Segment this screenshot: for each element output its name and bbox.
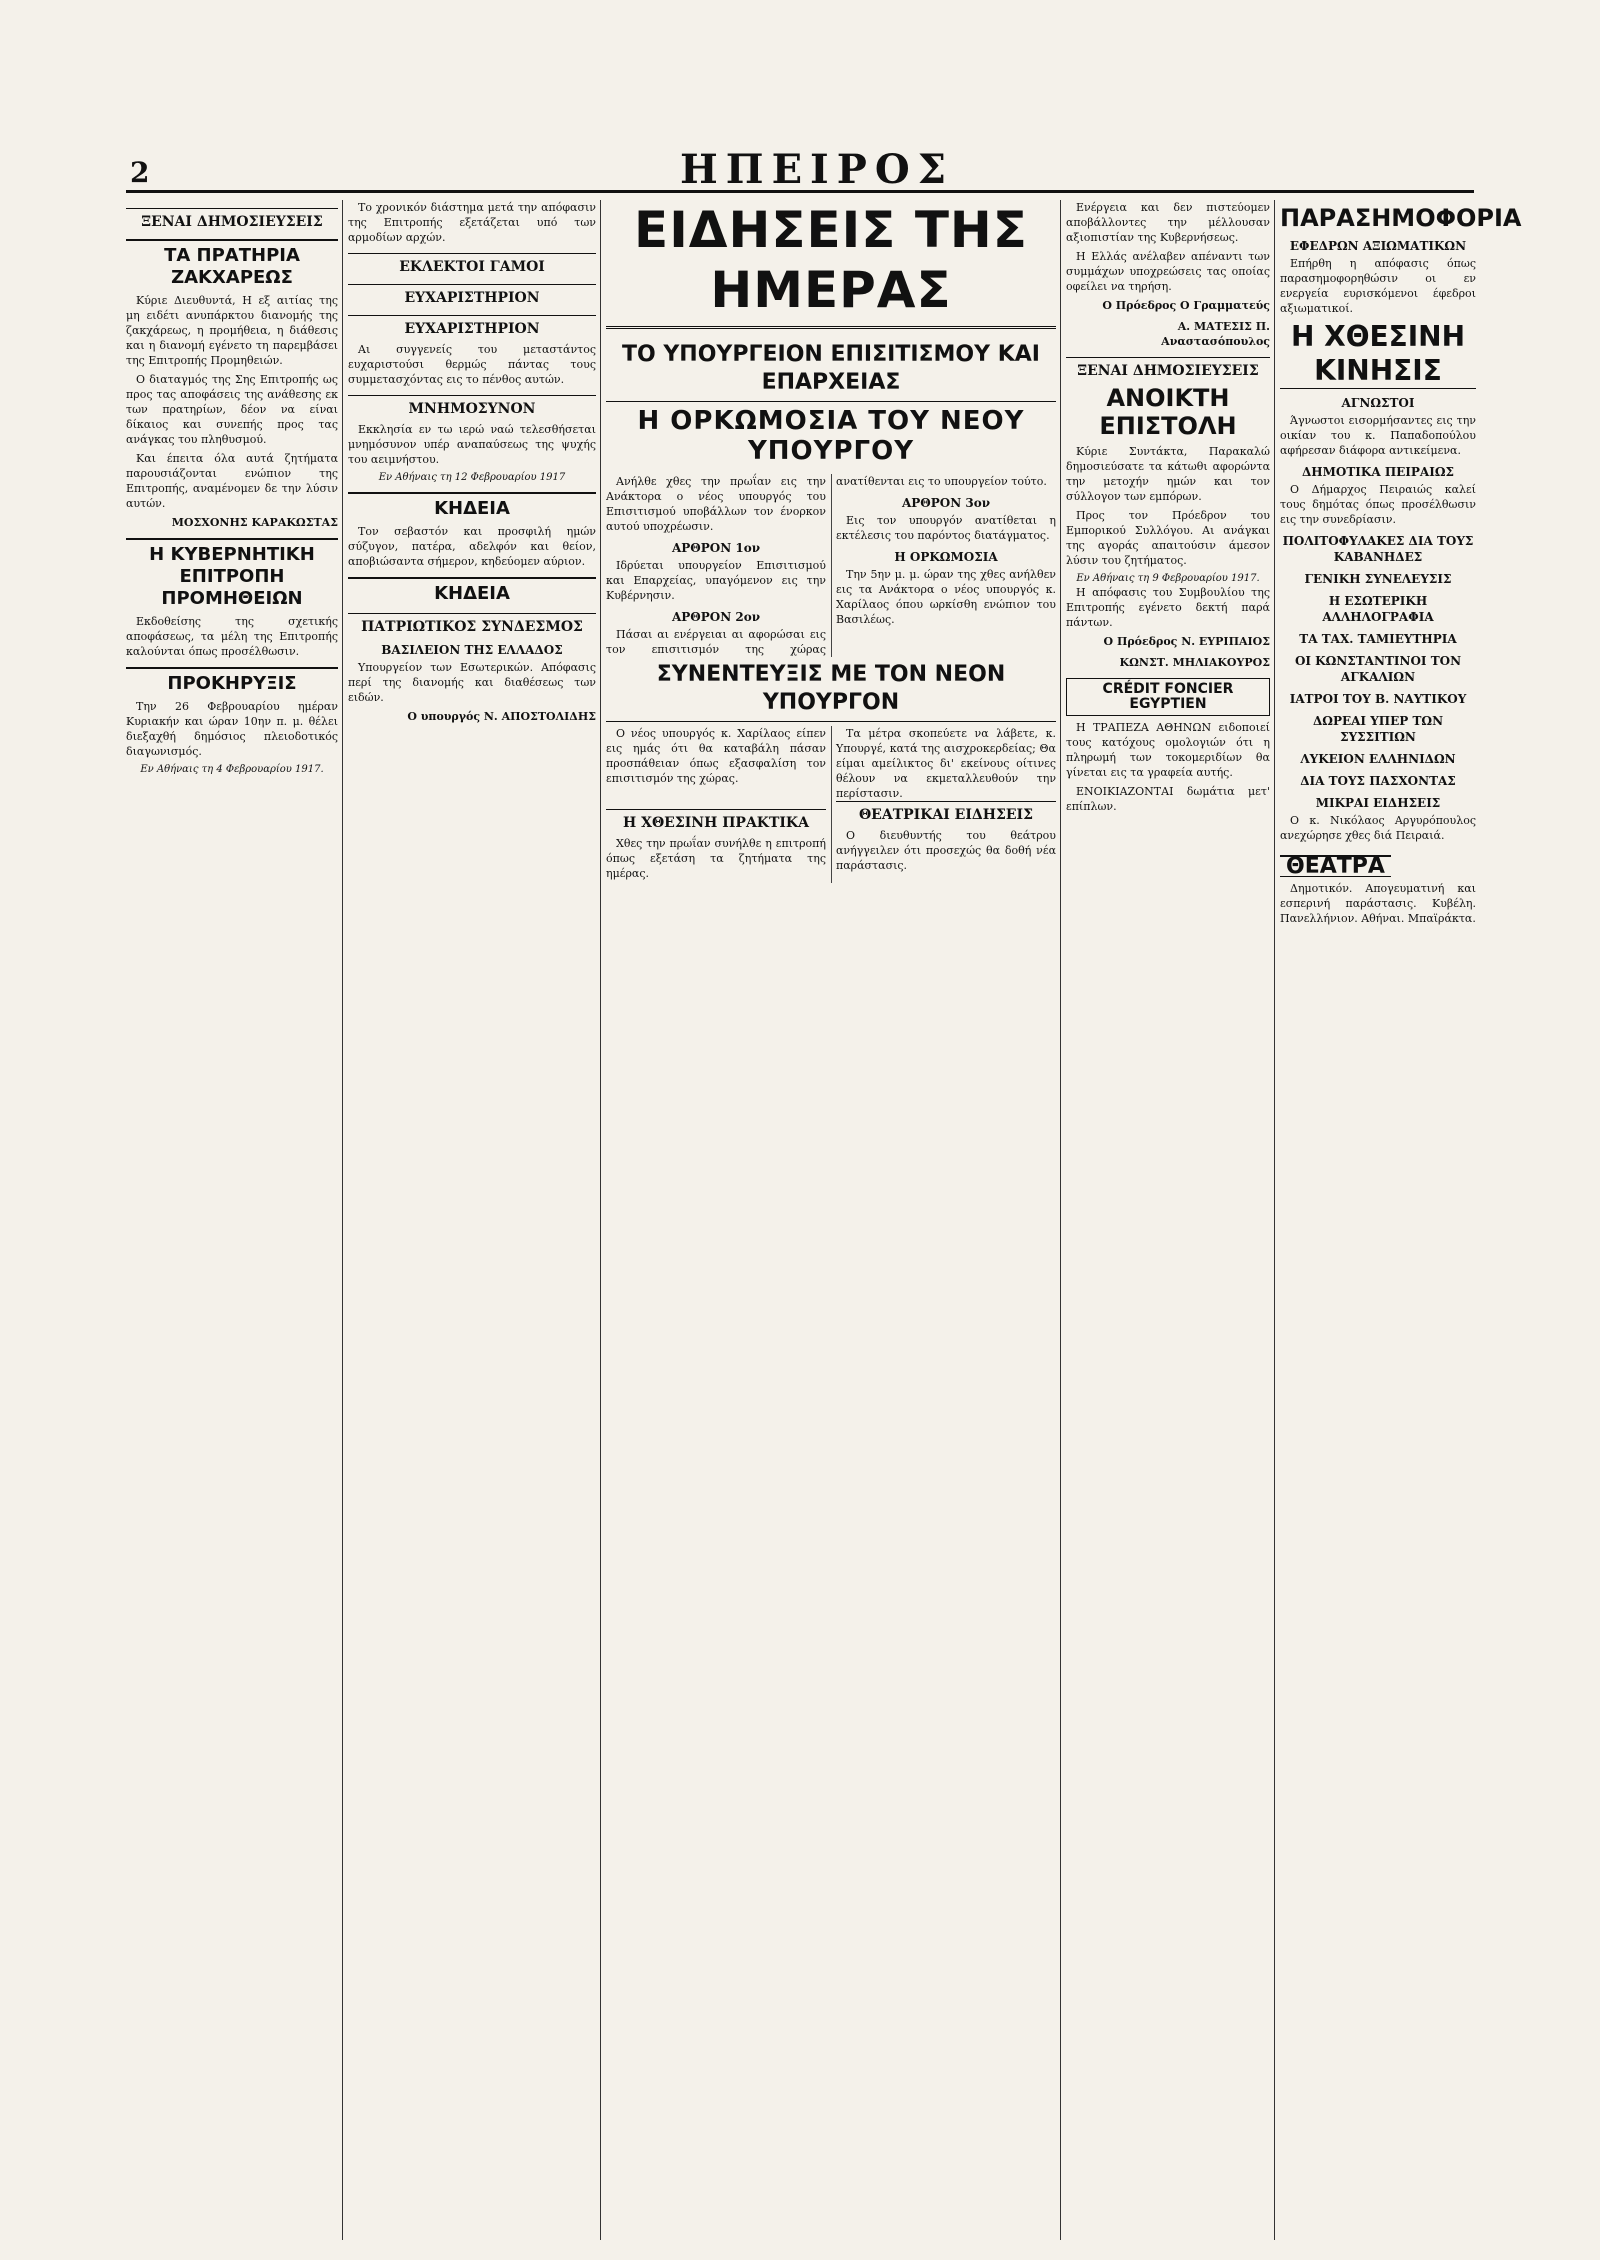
article-title: Η ΧΘΕΣΙΝΗ ΠΡΑΚΤΙΚΑ xyxy=(606,809,826,832)
article-title: ΠΡΟΚΗΡΥΞΙΣ xyxy=(126,667,338,695)
news-item-heading: ΜΙΚΡΑΙ ΕΙΔΗΣΕΙΣ xyxy=(1315,796,1441,810)
article-paragraph: Κύριε Συντάκτα, Παρακαλώ δημοσιεύσατε τα κάτωθι αφορώντα την μετοχήν ημών και τον σύλλογον των εμπόρων. xyxy=(1066,445,1270,503)
column-rule xyxy=(1274,200,1275,2240)
article-title: ΠΑΡΑΣΗΜΟΦΟΡΙΑ xyxy=(1280,204,1522,232)
article-paragraph: Ιδρύεται υπουργείον Επισιτισμού και Επαρχείας, υπαγόμενον εις την Κυβέρνησιν. xyxy=(606,559,826,602)
article-title: ΘΕΑΤΡΙΚΑΙ ΕΙΔΗΣΕΙΣ xyxy=(836,801,1056,824)
article-paragraph: Επήρθη η απόφασις όπως παρασημοφορηθώσιν οι εν ενεργεία ευρισκόμενοι έφεδροι αξιωματικοί. xyxy=(1280,257,1476,315)
news-item-heading: ΑΓΝΩΣΤΟΙ xyxy=(1341,396,1415,410)
article-body xyxy=(606,726,1056,801)
news-item-heading: ΔΩΡΕΑΙ ΥΠΕΡ ΤΩΝ ΣΥΣΣΙΤΙΩΝ xyxy=(1312,714,1444,744)
article-paragraph: Τα μέτρα σκοπεύετε να λάβετε, κ. Υπουργέ, κατά της αισχροκερδείας; Θα είμαι αμείλικτος δι' εκείνους οίτινες θέλουν να εκμεταλλευθούν την περίστασιν. xyxy=(836,727,1056,800)
article-paragraph: Ο νέος υπουργός κ. Χαρίλαος είπεν εις ημάς ότι θα καταβάλη πάσαν προσπάθειαν όπως εξασφαλίση τον επισιτισμόν της χώρας. xyxy=(606,727,826,785)
column-rule xyxy=(600,200,601,2240)
article-date: Εν Αθήναις τη 12 Φεβρουαρίου 1917 xyxy=(378,472,566,483)
article-paragraph: Ο Δήμαρχος Πειραιώς καλεί τους δημότας όπως προσέλθωσιν εις την συνεδρίασιν. xyxy=(1280,483,1476,526)
article-title: ΑΝΟΙΚΤΗ ΕΠΙΣΤΟΛΗ xyxy=(1099,384,1237,440)
article-paragraph: Προς τον Πρόεδρον του Εμπορικού Συλλόγου. Αι ανάγκαι της αγοράς απαιτούσιν άμεσον λύσιν του ζητήματος. xyxy=(1066,509,1270,567)
article-date: Εν Αθήναις τη 4 Φεβρουαρίου 1917. xyxy=(140,764,324,775)
article-subtitle: ΕΦΕΔΡΩΝ ΑΞΙΩΜΑΤΙΚΩΝ xyxy=(1289,239,1467,253)
theatre-heading: ΘΕΑΤΡΑ xyxy=(1280,855,1391,877)
news-item-heading: ΓΕΝΙΚΗ ΣΥΝΕΛΕΥΣΙΣ xyxy=(1304,572,1452,586)
article-paragraph: Άγνωστοι εισορμήσαντες εις την οικίαν του κ. Παπαδοπούλου αφήρεσαν διάφορα αντικείμενα. xyxy=(1280,414,1476,457)
article-signature: ΚΩΝΣΤ. ΜΗΛΙΑΚΟΥΡΟΣ xyxy=(1119,656,1270,669)
notice-heading: ΚΗΔΕΙΑ xyxy=(348,577,596,605)
article-subheading: Η ΟΡΚΩΜΟΣΙΑ xyxy=(894,550,998,564)
column-1 xyxy=(126,200,338,2240)
article-paragraph: Την 26 Φεβρουαρίου ημέραν Κυριακήν και ώραν 10ην π. μ. θέλει διεξαχθή δημόσιος πλειοδοτικός διαγωνισμός. xyxy=(126,700,338,758)
notice-heading: ΕΚΛΕΚΤΟΙ ΓΑΜΟΙ xyxy=(348,253,596,276)
news-item-heading: ΔΗΜΟΤΙΚΑ ΠΕΙΡΑΙΩΣ xyxy=(1301,465,1455,479)
article-paragraph: Ενέργεια και δεν πιστεύομεν αποβάλλοντες την μέλλουσαν αξιοπιστίαν της Κυβερνήσεως. xyxy=(1066,201,1270,244)
section-title-part: ΚΙΝΗΣΙΣ xyxy=(1314,354,1442,387)
article-paragraph: Και έπειτα όλα αυτά ζητήματα παρουσιάζονται ενώπιον της Επιτροπής, αναμένομεν δε την λύσιν αυτών. xyxy=(126,452,338,510)
notice-heading: ΕΥΧΑΡΙΣΤΗΡΙΟΝ xyxy=(348,315,596,338)
news-item-heading: ΔΙΑ ΤΟΥΣ ΠΑΣΧΟΝΤΑΣ xyxy=(1300,774,1456,788)
article-paragraph: Τον σεβαστόν και προσφιλή ημών σύζυγον, πατέρα, αδελφόν και θείον, αποβιώσαντα σήμερον, κηδεύομεν αύριον. xyxy=(348,525,596,568)
masthead: ΗΠΕΙΡΟΣ xyxy=(680,146,954,193)
news-item-heading: Η ΕΣΩΤΕΡΙΚΗ ΑΛΛΗΛΟΓΡΑΦΙΑ xyxy=(1322,594,1434,624)
article-title: Η ΚΥΒΕΡΝΗΤΙΚΗ ΕΠΙΤΡΟΠΗ ΠΡΟΜΗΘΕΙΩΝ xyxy=(126,538,338,610)
column-5 xyxy=(1280,200,1522,2240)
article-title: ΤΑ ΠΡΑΤΗΡΙΑ ΖΑΚΧΑΡΕΩΣ xyxy=(126,239,338,289)
article-paragraph: Ο κ. Νικόλαος Αργυρόπουλος ανεχώρησε χθες διά Πειραιά. xyxy=(1280,814,1476,842)
section-heading: ΞΕΝΑΙ ΔΗΜΟΣΙΕΥΣΕΙΣ xyxy=(126,208,338,231)
news-item-heading: ΠΟΛΙΤΟΦΥΛΑΚΕΣ ΔΙΑ ΤΟΥΣ ΚΑΒΑΝΗΔΕΣ xyxy=(1282,534,1474,564)
article-signature: Ο υπουργός Ν. ΑΠΟΣΤΟΛΙΔΗΣ xyxy=(407,710,596,723)
article-subheading: ΑΡΘΡΟΝ 3ον xyxy=(901,496,991,510)
section-heading: ΞΕΝΑΙ ΔΗΜΟΣΙΕΥΣΕΙΣ xyxy=(1066,357,1270,380)
column-2 xyxy=(348,200,596,2240)
article-paragraph: Αι συγγενείς του μεταστάντος ευχαριστούσι θερμώς πάντας τους συμμετασχόντας εις το πένθος αυτών. xyxy=(348,343,596,386)
news-item-heading: ΙΑΤΡΟΙ ΤΟΥ Β. ΝΑΥΤΙΚΟΥ xyxy=(1289,692,1467,706)
article-subheading: ΑΡΘΡΟΝ 1ον xyxy=(671,541,761,555)
article-paragraph: Χθες την πρωΐαν συνήλθε η επιτροπή όπως εξετάση τα ζητήματα της ημέρας. xyxy=(606,837,826,880)
article-signature: Ο Πρόεδρος Ν. ΕΥΡΙΠΑΙΟΣ xyxy=(1103,635,1270,648)
headline: ΤΟ ΥΠΟΥΡΓΕΙΟΝ ΕΠΙΣΙΤΙΣΜΟΥ ΚΑΙ ΕΠΑΡΧΕΙΑΣ xyxy=(606,337,1056,402)
article-paragraph: Την 5ην μ. μ. ώραν της χθες ανήλθεν εις τα Ανάκτορα ο νέος υπουργός κ. Χαρίλαος όπου ωρκίσθη ενώπιον του Βασιλέως. xyxy=(836,568,1056,626)
section-title xyxy=(1280,320,1476,389)
article-body xyxy=(606,474,1056,657)
article-paragraph: Δημοτικόν. Απογευματινή και εσπερινή παράστασις. Κυβέλη. Πανελλήνιον. Αθήναι. Μπαϊράκτα. xyxy=(1280,882,1476,925)
section-title-part: Η ΧΘΕΣΙΝΗ xyxy=(1290,320,1466,353)
article-paragraph: Η απόφασις του Συμβουλίου της Επιτροπής εγένετο δεκτή παρά πάντων. xyxy=(1066,586,1270,629)
top-rule xyxy=(126,190,1474,193)
article-signature: Ο Πρόεδρος Ο Γραμματεύς xyxy=(1102,299,1270,312)
article-paragraph: Το χρονικόν διάστημα μετά την απόφασιν της Επιτροπής εξετάζεται υπό των αρμοδίων αρχών. xyxy=(348,201,596,244)
article-paragraph: Ο διαταγμός της Σης Επιτροπής ως προς τας αποφάσεις της ανάθεσης εκ των πρατηρίων, δέον να είναι δίκαιος και συνεπής προς τας ανάγκας του πληθυσμού. xyxy=(126,373,338,446)
news-item-heading: ΛΥΚΕΙΟΝ ΕΛΛΗΝΙΔΩΝ xyxy=(1300,752,1456,766)
article-body xyxy=(606,801,1056,883)
notice-heading: ΕΥΧΑΡΙΣΤΗΡΙΟΝ xyxy=(348,284,596,307)
article-paragraph: Κύριε Διευθυντά, Η εξ αιτίας της μη ειδέτι ανυπάρκτου διανομής της ζακχάρεως, η προμήθεια, η διάθεσις και η διανομή εγένετο τη παρεμβάσει της Επιτροπής Προμηθειών. xyxy=(126,294,338,367)
column-4 xyxy=(1066,200,1270,2240)
article-paragraph: Ο διευθυντής του θεάτρου ανήγγειλεν ότι προσεχώς θα δοθή νέα παράστασις. xyxy=(836,829,1056,872)
advert-text: Η ΤΡΑΠΕΖΑ ΑΘΗΝΩΝ ειδοποιεί τους κατόχους ομολογιών ότι η πληρωμή των τοκομεριδίων θα γίνεται εις τα γραφεία αυτής. xyxy=(1066,721,1270,779)
headline: Η ΟΡΚΩΜΟΣΙΑ ΤΟΥ ΝΕΟΥ ΥΠΟΥΡΓΟΥ xyxy=(637,406,1025,466)
news-banner: ΕΙΔΗΣΕΙΣ ΤΗΣ ΗΜΕΡΑΣ xyxy=(606,200,1056,329)
article-paragraph: Η Ελλάς ανέλαβεν απέναντι των συμμάχων υποχρεώσεις τας οποίας οφείλει να τηρήση. xyxy=(1066,250,1270,293)
notice-heading: ΠΑΤΡΙΩΤΙΚΟΣ ΣΥΝΔΕΣΜΟΣ xyxy=(348,613,596,636)
news-item-heading: ΟΙ ΚΩΝΣΤΑΝΤΙΝΟΙ ΤΟΝ ΑΓΚΑΛΙΩΝ xyxy=(1294,654,1462,684)
notice-heading: ΚΗΔΕΙΑ xyxy=(348,492,596,520)
headline: ΣΥΝΕΝΤΕΥΞΙΣ ΜΕ ΤΟΝ ΝΕΟΝ ΥΠΟΥΡΓΟΝ xyxy=(606,657,1056,722)
article-signature: Α. ΜΑΤΕΣΙΣ Π. Αναστασόπουλος xyxy=(1161,320,1270,348)
article-signature: ΜΟΣΧΟΝΗΣ ΚΑΡΑΚΩΣΤΑΣ xyxy=(171,516,338,529)
news-item-heading: ΤΑ ΤΑΧ. ΤΑΜΙΕΥΤΗΡΙΑ xyxy=(1299,632,1457,646)
article-paragraph: Ανήλθε χθες την πρωΐαν εις την Ανάκτορα ο νέος υπουργός του Επισιτισμού υποβάλλων τον ένορκον αυτού υποχρέωσιν. xyxy=(606,475,826,533)
article-paragraph: Εκκλησία εν τω ιερώ ναώ τελεσθήσεται μνημόσυνον υπέρ αναπαύσεως της ψυχής του αειμνήστου. xyxy=(348,423,596,466)
column-3 xyxy=(606,200,1056,2240)
article-paragraph: Εις τον υπουργόν ανατίθεται η εκτέλεσις του παρόντος διατάγματος. xyxy=(836,514,1056,542)
advert-text: ΕΝΟΙΚΙΑΖΟΝΤΑΙ δωμάτια μετ' επίπλων. xyxy=(1066,785,1270,813)
article-paragraph: Πάσαι αι ενέργειαι αι αφορώσαι εις τον επισιτισμόν της χώρας ανατίθενται εις το υπουργείον τούτο. xyxy=(606,475,1047,656)
advert-heading: CRÉDIT FONCIER EGYPTIEN xyxy=(1066,678,1270,716)
notice-heading: ΜΝΗΜΟΣΥΝΟΝ xyxy=(348,395,596,418)
page-number: 2 xyxy=(130,156,150,189)
column-rule xyxy=(1060,200,1061,2240)
column-rule xyxy=(342,200,343,2240)
article-subheading: ΑΡΘΡΟΝ 2ον xyxy=(671,610,761,624)
article-date: Εν Αθήναις τη 9 Φεβρουαρίου 1917. xyxy=(1076,573,1260,584)
article-paragraph: Υπουργείον των Εσωτερικών. Απόφασις περί της διανομής και διαθέσεως των ειδών. xyxy=(348,661,596,704)
notice-heading: ΒΑΣΙΛΕΙΟΝ ΤΗΣ ΕΛΛΑΔΟΣ xyxy=(381,643,563,657)
article-paragraph: Εκδοθείσης της σχετικής αποφάσεως, τα μέλη της Επιτροπής καλούνται όπως προσέλθωσιν. xyxy=(126,615,338,658)
